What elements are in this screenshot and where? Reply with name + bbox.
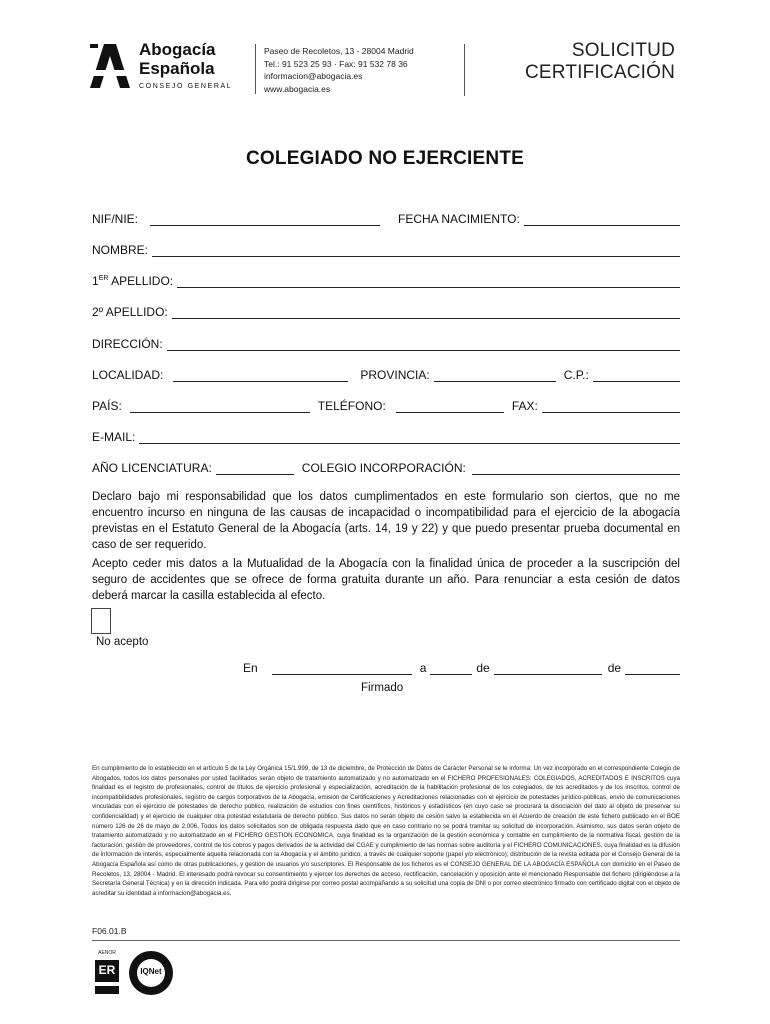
row-nif-fecha bbox=[92, 210, 680, 226]
direccion-label: DIRECCIÓN: bbox=[92, 337, 163, 351]
footer-divider bbox=[92, 940, 680, 941]
email-field[interactable] bbox=[139, 431, 680, 444]
header-divider bbox=[255, 44, 256, 94]
apellido1-label: 1ER APELLIDO: bbox=[92, 274, 174, 288]
phone-fax: Tel.: 91 523 25 93 · Fax: 91 532 78 36 bbox=[264, 58, 408, 69]
de-label-1: de bbox=[476, 661, 490, 675]
colegio-label: COLEGIO INCORPORACIÓN: bbox=[301, 461, 466, 475]
row-apellido1 bbox=[92, 272, 680, 288]
firmado-label: Firmado bbox=[361, 682, 404, 694]
provincia-label: PROVINCIA: bbox=[360, 368, 430, 382]
logo-wordmark: Abogacía Española bbox=[139, 40, 216, 78]
a-label: a bbox=[419, 661, 427, 675]
licenciatura-label: AÑO LICENCIATURA: bbox=[92, 461, 212, 475]
no-acepto-checkbox[interactable] bbox=[91, 608, 111, 634]
apellido2-label: 2º APELLIDO: bbox=[92, 305, 168, 319]
abogacia-logo-icon bbox=[90, 42, 130, 90]
localidad-label: LOCALIDAD: bbox=[92, 368, 164, 382]
nif-field[interactable] bbox=[150, 213, 380, 226]
email-label: E-MAIL: bbox=[92, 430, 136, 444]
cp-field[interactable] bbox=[593, 369, 680, 382]
colegio-field[interactable] bbox=[472, 462, 680, 475]
address: Paseo de Recoletos, 13 - 28004 Madrid bbox=[264, 46, 414, 56]
provincia-field[interactable] bbox=[434, 369, 556, 382]
cp-label: C.P.: bbox=[563, 368, 589, 382]
document-type: SOLICITUD CERTIFICACIÓN bbox=[524, 40, 675, 83]
website[interactable]: www.abogacia.es bbox=[264, 83, 331, 94]
privacy-footnote: En cumplimiento de lo establecido en el artículo 5 de la Ley Orgánica 15/1.999, de 13 de diciembre, de Protección de Datos de Carácter Personal se le informa: Un vez incorporado en el correspondiente Colegio de Abogados, todos los datos personales por usted facilitados serán objeto de tratamiento automatizado y no automatizado en el FICHERO PROFESIONALES: COLEGIADOS, ACREDITADOS E INSCRITOS cuya finalidad es el registro de profesionales, control de títulos de ejercicio profesional y especialización, acreditación de la habilitación profesional de los colegiados, de los acreditados y de los inscritos, control de incompatibilidades profesionales, registro de cargos corporativos de la Abogacía, emisión de Certificaciones y Acreditaciones relacionadas con el ejercicio de potestades jurídico-públicas, envío de comunicaciones vinculadas con el ejercicio de potestades de derecho público, realización de estudios con fines científicos, históricos y estadísticos (en cuyo caso se procurará la disociación del dato al objeto de preservar su confidencialidad) y el ejercicio de cualquier otra potestad estatutaria de derecho público. Sus datos no serán objeto de cesión salvo la establecida en el Acuerdo de creación de este fichero publicado en el BOE número 126 de 26 de mayo de 2.006. Todos los datos solicitados son de obligada respuesta dado que en caso contrario no se podrá tramitar su solicitud de incorporación. Asimismo, sus datos serán objeto de tratamiento automatizado y no automatizado en el FICHERO GESTION ECONOMICA, cuya finalidad es la organización de la gestión económica y contable en cumplimiento de la normativa fiscal, gestión de la facturación, gestión de proveedores, control de los cobros y pagos derivados de la actividad del CGAE y cumplimiento de las normas sobre auditoría y el FICHERO COMUNICACIONES, cuya finalidad es la difusión de información de interés, especialmente aquella relacionada con la Abogacía y el ámbito jurídico, a través de cualquier soporte (papel y/o electrónico); distribución de la revista editada por el Consejo General de la Abogacía Española así como de otras publicaciones, y gestión de usuarios y/o suscriptores. El Responsable de los ficheros es el CONSEJO GENERAL DE LA ABOGACÍA ESPAÑOLA con domicilio en el Paseo de Recoletos, 13, 28004 - Madrid. El interesado podrá revocar su consentimiento y ejercer los derechos de acceso, rectificación, cancelación y oposición ante el mencionado Responsable del fichero (dirigiéndose a la Secretaría General Técnica) y en la dirección indicada. Para ello podrá dirigirse por correo postal acompañando a su solicitud una copia de DNI o por correo electrónico firmado con certificado digital con el objeto de acreditar su identidad a informacion@abogacia.es. bbox=[92, 765, 680, 897]
row-direccion bbox=[92, 335, 680, 351]
signature-place-date bbox=[243, 659, 680, 675]
fax-label: FAX: bbox=[511, 399, 538, 413]
no-acepto-label: No acepto bbox=[96, 636, 149, 648]
row-licenciatura bbox=[92, 459, 680, 475]
place-field[interactable] bbox=[272, 662, 412, 675]
form-code: F06.01.B bbox=[92, 926, 127, 936]
year-field[interactable] bbox=[625, 662, 680, 675]
localidad-field[interactable] bbox=[173, 369, 348, 382]
de-label-2: de bbox=[607, 661, 622, 675]
day-field[interactable] bbox=[430, 662, 472, 675]
nombre-field[interactable] bbox=[152, 244, 680, 257]
pais-field[interactable] bbox=[130, 400, 310, 413]
direccion-field[interactable] bbox=[167, 338, 680, 351]
row-pais bbox=[92, 397, 680, 413]
en-label: En bbox=[243, 661, 258, 675]
apellido2-field[interactable] bbox=[172, 306, 680, 319]
row-email bbox=[92, 428, 680, 444]
page-title: COLEGIADO NO EJERCIENTE bbox=[245, 148, 525, 169]
fax-field[interactable] bbox=[542, 400, 680, 413]
telefono-label: TELÉFONO: bbox=[317, 399, 386, 413]
aenor-er-badge: AENOR ER bbox=[92, 950, 122, 998]
declaration-text: Declaro bajo mi responsabilidad que los datos cumplimentados en este formulario son ciertos, que no me encuentro incurso en ninguna de las causas de incapacidad o incompatibilidad para el ejercicio de la abogacía previstas en el Estatuto General de la Abogacía (arts. 14, 19 y 22) y que puedo presentar prueba documental en caso de ser requerido. bbox=[92, 491, 680, 551]
row-localidad bbox=[92, 366, 680, 382]
licenciatura-field[interactable] bbox=[216, 462, 294, 475]
consent-text: Acepto ceder mis datos a la Mutualidad de la Abogacía con la finalidad única de proceder a la suscripción del seguro de accidentes que se ofrece de forma gratuita durante un año. Para renunciar a esta cesión de datos deberá marcar la casilla establecida al efecto. bbox=[92, 558, 680, 602]
row-apellido2 bbox=[92, 303, 680, 319]
contact-info bbox=[264, 45, 414, 95]
row-nombre bbox=[92, 241, 680, 257]
apellido1-field[interactable] bbox=[177, 275, 680, 288]
contact-email[interactable]: informacion@abogacia.es bbox=[264, 71, 363, 81]
header-divider-2 bbox=[464, 44, 465, 96]
telefono-field[interactable] bbox=[396, 400, 504, 413]
logo-subtitle: CONSEJO GENERAL bbox=[139, 83, 233, 90]
fecha-label: FECHA NACIMIENTO: bbox=[398, 212, 520, 226]
iqnet-badge: IQNet bbox=[128, 950, 174, 996]
month-field[interactable] bbox=[494, 662, 602, 675]
fecha-field[interactable] bbox=[524, 213, 680, 226]
nombre-label: NOMBRE: bbox=[92, 243, 149, 257]
nif-label: NIF/NIE: bbox=[92, 212, 139, 226]
pais-label: PAÍS: bbox=[92, 399, 122, 413]
